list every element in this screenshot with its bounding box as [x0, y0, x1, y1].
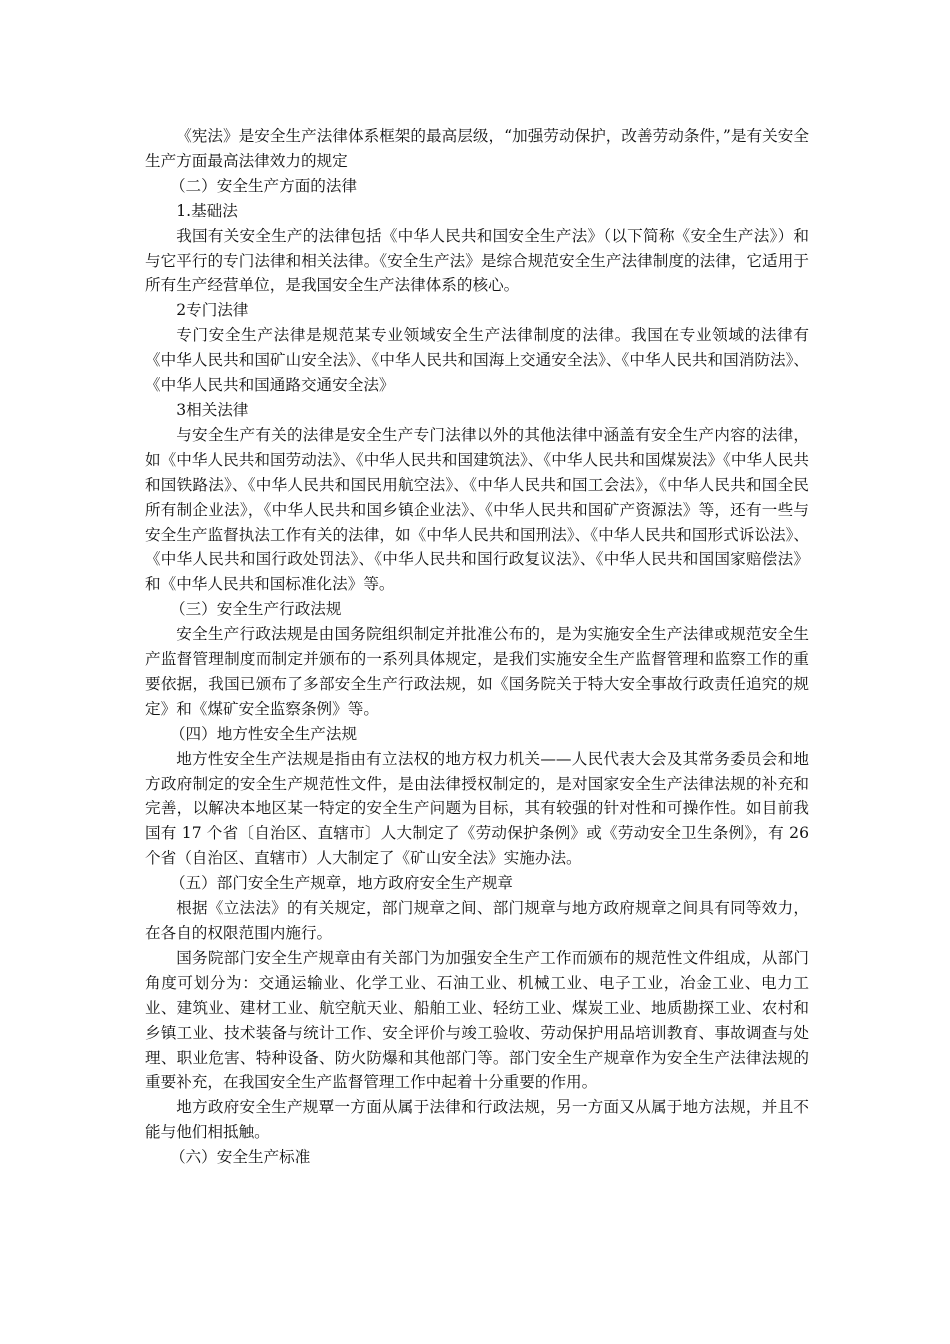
paragraph-basic-law: 我国有关安全生产的法律包括《中华人民共和国安全生产法》（以下简称《安全生产法》）和与它平行的专门法律和相关法律。《安全生产法》是综合规范安全生产法律制度的法律，它适用于所有生产经营单位，是我国安全生产法律体系的核心。	[145, 226, 809, 295]
section-heading-local-regulations: （四）地方性安全生产法规	[169, 724, 358, 743]
paragraph-department-rules: 国务院部门安全生产规章由有关部门为加强安全生产工作而颁布的规范性文件组成，从部门角度可划分为：交通运输业、化学工业、石油工业、机械工业、电子工业，冶金工业、电力工业、建筑业、建材工业、航空航天业、船舶工业、轻纺工业、煤炭工业、地质勘探工业、农村和乡镇工业、技术装备与统计工作、安全评价与竣工验收、劳动保护用品培训教育、事故调查与处理、职业危害、特种设备、防火防爆和其他部门等。部门安全生产规章作为安全生产法律法规的重要补充，在我国安全生产监督管理工作中起着十分重要的作用。	[145, 948, 809, 1092]
paragraph-local-regulations: 地方性安全生产法规是指由有立法权的地方权力机关——人民代表大会及其常务委员会和地方政府制定的安全生产规范性文件，是由法律授权制定的，是对国家安全生产法律法规的补充和完善，以解决本地区某一特定的安全生产问题为目标，其有较强的针对性和可操作性。如目前我国有 17 个省〔自治区、直辖市〕人大制定了《劳动保护条例》或《劳动安全卫生条例》，有 26 个省（自治区、直辖市）人大制定了《矿山安全法》实施办法。	[145, 749, 809, 868]
subheading-basic-law: 1.基础法	[176, 201, 238, 220]
document-body	[145, 124, 809, 1170]
section-heading-standards: （六）安全生产标准	[169, 1148, 311, 1167]
paragraph-special-law: 专门安全生产法律是规范某专业领域安全生产法律制度的法律。我国在专业领域的法律有《中华人民共和国矿山安全法》、《中华人民共和国海上交通安全法》、《中华人民共和国消防法》、《中华人民共和国通路交通安全法》	[145, 326, 809, 395]
paragraph-legislation-law: 根据《立法法》的有关规定，部门规章之间、部门规章与地方政府规章之间具有同等效力，在各自的权限范围内施行。	[145, 899, 809, 942]
subheading-related-law: 3相关法律	[176, 400, 249, 419]
section-heading-laws: （二）安全生产方面的法律	[169, 176, 358, 195]
subheading-special-law: 2专门法律	[176, 301, 249, 320]
paragraph-admin-regulations: 安全生产行政法规是由国务院组织制定并批准公布的，是为实施安全生产法律或规范安全生产监督管理制度而制定并颁布的一系列具体规定，是我们实施安全生产监督管理和监察工作的重要依据，我国已颁布了多部安全生产行政法规，如《国务院关于特大安全事故行政责任追究的规定》和《煤矿安全监察条例》等。	[145, 625, 809, 718]
paragraph-constitution: 《宪法》是安全生产法律体系框架的最高层级，“加强劳动保护，改善劳动条件，”是有关安全生产方面最高法律效力的规定	[145, 127, 809, 170]
paragraph-related-law: 与安全生产有关的法律是安全生产专门法律以外的其他法律中涵盖有安全生产内容的法律，如《中华人民共和国劳动法》、《中华人民共和国建筑法》、《中华人民共和国煤炭法》《中华人民共和国铁路法》、《中华人民共和国民用航空法》、《中华人民共和国工会法》，《中华人民共和国全民所有制企业法》，《中华人民共和国乡镇企业法》、《中华人民共和国矿产资源法》等，还有一些与安全生产监督执法工作有关的法律，如《中华人民共和国刑法》、《中华人民共和国形式诉讼法》、《中华人民共和国行政处罚法》、《中华人民共和国行政复议法》、《中华人民共和国国家赔偿法》和《中华人民共和国标准化法》等。	[145, 425, 809, 594]
section-heading-admin-regulations: （三）安全生产行政法规	[169, 600, 342, 619]
section-heading-rules: （五）部门安全生产规章，地方政府安全生产规章	[169, 874, 514, 893]
paragraph-local-government-rules: 地方政府安全生产规覃一方面从属于法律和行政法规，另一方面又从属于地方法规，并且不能与他们相抵触。	[145, 1098, 809, 1142]
